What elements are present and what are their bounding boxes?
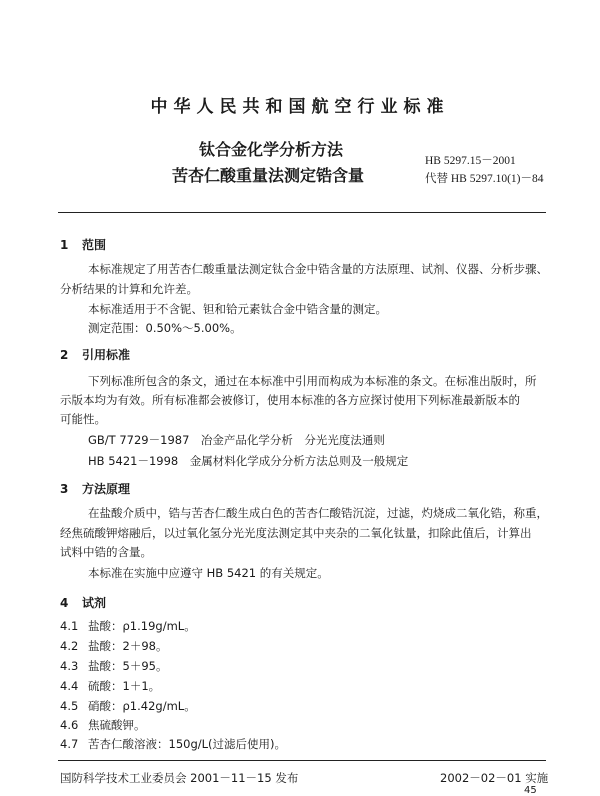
section-title: 范围	[82, 238, 107, 252]
section-number: 4	[60, 596, 69, 610]
footer-rule	[58, 760, 546, 761]
paragraph: 下列标准所包含的条文，通过在本标准中引用而构成为本标准的条文。在标准出版时，所	[88, 374, 537, 388]
document-title-line1: 钛合金化学分析方法	[199, 140, 344, 159]
section-number: 3	[60, 482, 69, 496]
header-rule	[58, 212, 546, 213]
reagent-item	[60, 618, 196, 634]
reference-standard: HB 5421－1998 金属材料化学成分分析方法总则及一般规定	[88, 454, 409, 468]
item-text: 盐酸：2＋98。	[88, 639, 168, 653]
reagent-item	[60, 736, 286, 752]
item-number: 4.3	[60, 659, 79, 673]
reagent-item	[60, 717, 146, 733]
reference-standard: GB/T 7729－1987 冶金产品化学分析 分光光度法通则	[88, 433, 385, 447]
paragraph: 试料中锆的含量。	[60, 545, 152, 559]
section-4-heading	[60, 594, 106, 611]
paragraph: 可能性。	[60, 412, 106, 426]
replaced-standard: 代替 HB 5297.10(1)－84	[425, 173, 544, 185]
section-title: 引用标准	[82, 348, 131, 362]
reagent-item	[60, 638, 167, 654]
item-number: 4.6	[60, 718, 79, 732]
paragraph: 经焦硫酸钾熔融后，以过氧化氢分光光度法测定其中夹杂的二氧化钛量，扣除此值后，计算出	[60, 526, 532, 540]
paragraph: 分析结果的计算和允许差。	[60, 282, 198, 296]
section-number: 2	[60, 348, 69, 362]
section-3-heading	[60, 480, 130, 497]
issue-date: 国防科学技术工业委员会 2001－11－15 发布	[60, 771, 299, 785]
section-title: 方法原理	[82, 482, 131, 496]
page-number: 45	[524, 785, 537, 796]
item-number: 4.4	[60, 679, 79, 693]
item-number: 4.7	[60, 737, 79, 751]
item-number: 4.2	[60, 639, 79, 653]
paragraph: 本标准规定了用苦杏仁酸重量法测定钛合金中锆含量的方法原理、试剂、仪器、分析步骤、	[88, 262, 548, 276]
section-title: 试剂	[82, 596, 107, 610]
section-number: 1	[60, 238, 69, 252]
section-2-heading	[60, 346, 130, 363]
standard-code: HB 5297.15－2001	[425, 155, 516, 167]
issuing-organization: 中华人民共和国航空行业标准	[150, 97, 450, 117]
paragraph: 测定范围：0.50%～5.00%。	[88, 321, 242, 335]
item-text: 硫酸：1＋1。	[88, 679, 161, 693]
document-title-line2: 苦杏仁酸重量法测定锆含量	[172, 166, 365, 185]
item-text: 硝酸：ρ1.42g/mL。	[88, 699, 196, 713]
effective-date: 2002－02－01 实施	[440, 771, 549, 785]
paragraph: 本标准在实施中应遵守 HB 5421 的有关规定。	[88, 566, 329, 580]
item-text: 焦硫酸钾。	[88, 718, 146, 732]
item-number: 4.5	[60, 699, 79, 713]
section-1-heading	[60, 236, 106, 253]
paragraph: 示版本均为有效。所有标准都会被修订，使用本标准的各方应探讨使用下列标准最新版本的	[60, 393, 520, 407]
paragraph: 本标准适用于不含铌、钽和铪元素钛合金中锆含量的测定。	[88, 302, 387, 316]
item-text: 盐酸：5＋95。	[88, 659, 168, 673]
reagent-item	[60, 698, 196, 714]
reagent-item	[60, 658, 167, 674]
reagent-item	[60, 678, 160, 694]
item-text: 苦杏仁酸溶液：150g/L(过滤后使用)。	[88, 737, 287, 751]
paragraph: 在盐酸介质中，锆与苦杏仁酸生成白色的苦杏仁酸锆沉淀，过滤，灼烧成二氧化锆，称重，	[88, 506, 548, 520]
item-number: 4.1	[60, 619, 79, 633]
item-text: 盐酸：ρ1.19g/mL。	[88, 619, 196, 633]
